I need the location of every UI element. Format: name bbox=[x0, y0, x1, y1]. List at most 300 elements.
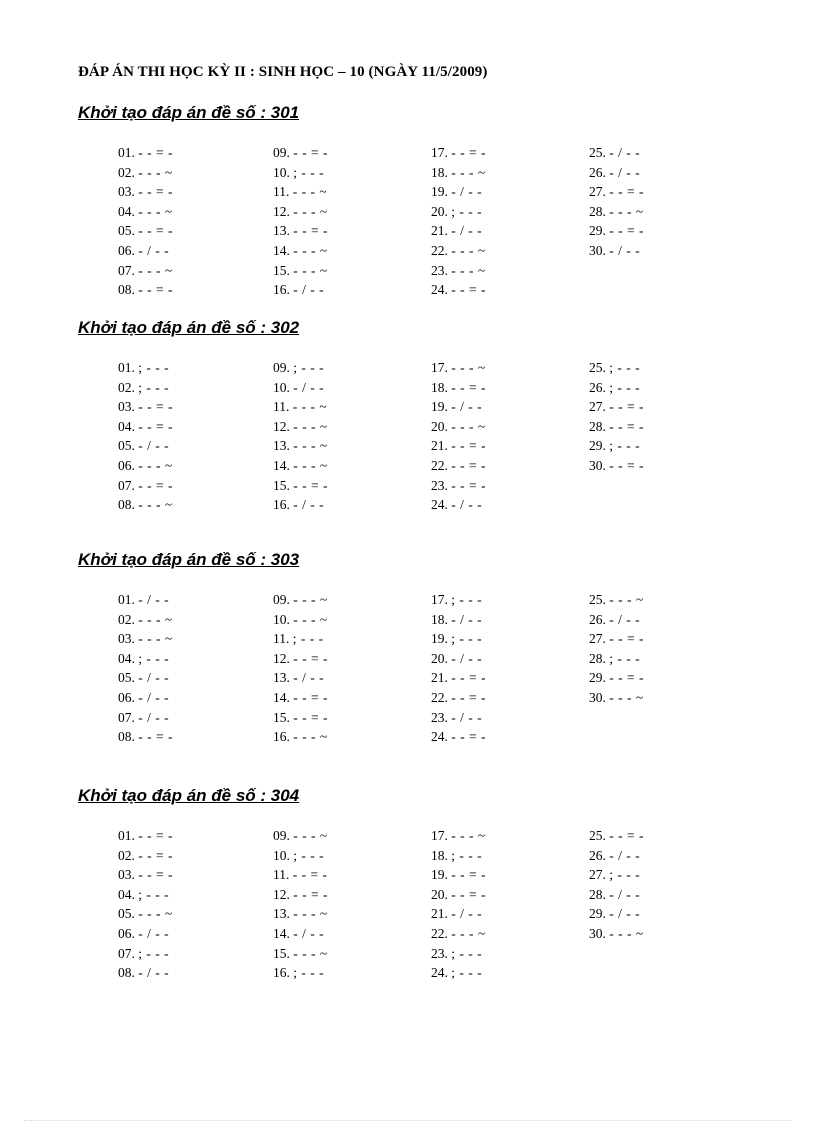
answer-row bbox=[273, 456, 423, 476]
question-number: 20. bbox=[431, 886, 448, 902]
question-number: 20. bbox=[431, 650, 448, 666]
question-number: 03. bbox=[118, 867, 135, 883]
question-number: 24. bbox=[431, 497, 448, 513]
answer-marks: - - = - bbox=[293, 689, 328, 705]
question-number: 02. bbox=[118, 164, 135, 180]
question-number: 19. bbox=[431, 631, 448, 647]
answer-marks: - - - ~ bbox=[138, 497, 173, 513]
answer-row bbox=[273, 378, 423, 398]
question-number: 17. bbox=[431, 145, 448, 160]
question-number: 16. bbox=[273, 729, 290, 745]
answer-marks: - - - ~ bbox=[451, 242, 486, 258]
question-number: 25. bbox=[589, 360, 606, 375]
answer-marks: - / - - bbox=[293, 670, 325, 686]
answer-row bbox=[589, 397, 739, 417]
question-number: 22. bbox=[431, 689, 448, 705]
answer-row bbox=[273, 590, 423, 610]
answer-row bbox=[431, 261, 581, 281]
answer-marks: - - = - bbox=[609, 631, 644, 647]
question-number: 28. bbox=[589, 650, 606, 666]
answer-row bbox=[589, 456, 739, 476]
answer-column bbox=[118, 358, 268, 515]
answer-marks: - - = - bbox=[293, 477, 328, 493]
answer-marks: ; - - - bbox=[138, 379, 170, 395]
answer-row bbox=[273, 668, 423, 688]
question-number: 30. bbox=[589, 457, 606, 473]
question-number: 09. bbox=[273, 592, 290, 607]
answer-marks: - - = - bbox=[293, 650, 328, 666]
answer-marks: - / - - bbox=[451, 650, 483, 666]
answer-marks: - - = - bbox=[451, 886, 486, 902]
answer-marks: - / - - bbox=[138, 709, 170, 725]
question-number: 14. bbox=[273, 689, 290, 705]
question-number: 08. bbox=[118, 497, 135, 513]
question-number: 05. bbox=[118, 223, 135, 239]
question-number: 06. bbox=[118, 689, 135, 705]
answer-marks: - / - - bbox=[293, 925, 325, 941]
answer-marks: ; - - - bbox=[138, 886, 170, 902]
answer-row bbox=[118, 143, 268, 163]
answer-row bbox=[273, 202, 423, 222]
answer-row bbox=[431, 397, 581, 417]
answer-marks: - / - - bbox=[138, 670, 170, 686]
answer-row bbox=[431, 143, 581, 163]
answer-row bbox=[118, 241, 268, 261]
question-number: 23. bbox=[431, 709, 448, 725]
question-number: 10. bbox=[273, 164, 290, 180]
answer-marks: - - - ~ bbox=[293, 242, 328, 258]
section-heading: Khởi tạo đáp án đề số : 301 bbox=[78, 103, 300, 122]
question-number: 10. bbox=[273, 847, 290, 863]
question-number: 27. bbox=[589, 867, 606, 883]
answer-marks: - - = - bbox=[138, 399, 173, 415]
answer-marks: - / - - bbox=[451, 223, 483, 239]
question-number: 03. bbox=[118, 631, 135, 647]
answer-row bbox=[589, 885, 739, 905]
answer-row bbox=[273, 417, 423, 437]
answer-marks: - / - - bbox=[293, 282, 325, 298]
answer-marks: - / - - bbox=[138, 592, 170, 607]
answer-marks: - - - ~ bbox=[609, 203, 644, 219]
answer-marks: - / - - bbox=[451, 399, 483, 415]
question-number: 13. bbox=[273, 670, 290, 686]
question-number: 11. bbox=[273, 631, 290, 647]
answer-marks: - - - ~ bbox=[293, 418, 328, 434]
question-number: 19. bbox=[431, 399, 448, 415]
question-number: 19. bbox=[431, 867, 448, 883]
answer-row bbox=[589, 865, 739, 885]
answer-row bbox=[118, 436, 268, 456]
answer-marks: - - - ~ bbox=[293, 906, 328, 922]
answer-marks: ; - - - bbox=[451, 631, 483, 647]
question-number: 21. bbox=[431, 670, 448, 686]
question-number: 12. bbox=[273, 650, 290, 666]
question-number: 05. bbox=[118, 438, 135, 454]
answer-row bbox=[273, 865, 423, 885]
answer-row bbox=[431, 163, 581, 183]
answer-row bbox=[118, 963, 268, 983]
question-number: 06. bbox=[118, 925, 135, 941]
answer-marks: - - = - bbox=[138, 828, 173, 843]
answer-marks: - / - - bbox=[451, 906, 483, 922]
answer-marks: - - = - bbox=[451, 282, 486, 298]
question-number: 08. bbox=[118, 282, 135, 298]
answer-row bbox=[589, 163, 739, 183]
answer-marks: - - = - bbox=[138, 282, 173, 298]
question-number: 13. bbox=[273, 906, 290, 922]
answer-row bbox=[431, 708, 581, 728]
question-number: 28. bbox=[589, 418, 606, 434]
answer-grid bbox=[0, 358, 816, 518]
answer-row bbox=[431, 649, 581, 669]
question-number: 06. bbox=[118, 457, 135, 473]
answer-column bbox=[273, 590, 423, 747]
answer-row bbox=[118, 610, 268, 630]
answer-row bbox=[118, 904, 268, 924]
question-number: 18. bbox=[431, 164, 448, 180]
question-number: 07. bbox=[118, 945, 135, 961]
question-number: 21. bbox=[431, 438, 448, 454]
answer-row bbox=[118, 668, 268, 688]
question-number: 07. bbox=[118, 709, 135, 725]
question-number: 21. bbox=[431, 223, 448, 239]
answer-marks: - - = - bbox=[292, 867, 328, 883]
answer-row bbox=[589, 378, 739, 398]
answer-marks: ; - - - bbox=[609, 438, 641, 454]
answer-marks: - - = - bbox=[609, 184, 644, 200]
answer-row bbox=[273, 182, 423, 202]
answer-column bbox=[273, 826, 423, 983]
answer-marks: - - - ~ bbox=[292, 399, 328, 415]
answer-row bbox=[589, 182, 739, 202]
answer-grid bbox=[0, 826, 816, 986]
answer-marks: ; - - - bbox=[292, 631, 324, 647]
question-number: 25. bbox=[589, 145, 606, 160]
answer-marks: - - - ~ bbox=[138, 457, 173, 473]
answer-row bbox=[118, 417, 268, 437]
answer-marks: ; - - - bbox=[293, 965, 325, 981]
question-number: 13. bbox=[273, 223, 290, 239]
answer-marks: - - = - bbox=[609, 418, 644, 434]
question-number: 22. bbox=[431, 242, 448, 258]
answer-marks: - - - ~ bbox=[138, 203, 173, 219]
question-number: 15. bbox=[273, 945, 290, 961]
section-heading: Khởi tạo đáp án đề số : 302 bbox=[78, 318, 300, 337]
question-number: 04. bbox=[118, 886, 135, 902]
answer-row bbox=[431, 846, 581, 866]
answer-marks: - - = - bbox=[138, 867, 173, 883]
answer-row bbox=[431, 885, 581, 905]
answer-marks: - - - ~ bbox=[138, 262, 173, 278]
answer-marks: ; - - - bbox=[293, 847, 325, 863]
answer-marks: - - = - bbox=[451, 477, 486, 493]
answer-column bbox=[118, 826, 268, 983]
answer-marks: - - = - bbox=[451, 670, 486, 686]
answer-column bbox=[431, 143, 581, 300]
answer-row bbox=[273, 924, 423, 944]
answer-marks: - - - ~ bbox=[293, 262, 328, 278]
question-number: 09. bbox=[273, 145, 290, 160]
answer-row bbox=[273, 963, 423, 983]
answer-marks: ; - - - bbox=[609, 867, 641, 883]
answer-marks: ; - - - bbox=[138, 650, 170, 666]
question-number: 17. bbox=[431, 360, 448, 375]
answer-marks: ; - - - bbox=[451, 203, 483, 219]
answer-marks: - - - ~ bbox=[292, 184, 328, 200]
answer-column bbox=[431, 826, 581, 983]
answer-marks: - - = - bbox=[293, 223, 328, 239]
answer-marks: - - - ~ bbox=[451, 164, 486, 180]
question-number: 02. bbox=[118, 611, 135, 627]
question-number: 30. bbox=[589, 242, 606, 258]
answer-row bbox=[118, 708, 268, 728]
answer-marks: - - - ~ bbox=[138, 164, 173, 180]
answer-marks: - - = - bbox=[609, 670, 644, 686]
question-number: 02. bbox=[118, 847, 135, 863]
question-number: 13. bbox=[273, 438, 290, 454]
question-number: 24. bbox=[431, 965, 448, 981]
answer-row bbox=[118, 688, 268, 708]
question-number: 20. bbox=[431, 203, 448, 219]
question-number: 15. bbox=[273, 709, 290, 725]
answer-marks: ; - - - bbox=[451, 847, 483, 863]
answer-marks: - / - - bbox=[609, 611, 641, 627]
question-number: 22. bbox=[431, 457, 448, 473]
answer-column bbox=[273, 143, 423, 300]
answer-marks: - - = - bbox=[451, 867, 486, 883]
answer-row bbox=[431, 202, 581, 222]
question-number: 20. bbox=[431, 418, 448, 434]
answer-column bbox=[273, 358, 423, 515]
answer-row bbox=[118, 727, 268, 747]
answer-grid bbox=[0, 590, 816, 750]
answer-column bbox=[118, 590, 268, 747]
answer-marks: - / - - bbox=[138, 965, 170, 981]
answer-row bbox=[118, 358, 268, 378]
answer-row bbox=[431, 727, 581, 747]
question-number: 29. bbox=[589, 670, 606, 686]
answer-row bbox=[589, 241, 739, 261]
answer-marks: - - = - bbox=[138, 477, 173, 493]
answer-marks: - / - - bbox=[138, 925, 170, 941]
question-number: 22. bbox=[431, 925, 448, 941]
answer-row bbox=[118, 924, 268, 944]
answer-marks: ; - - - bbox=[293, 164, 325, 180]
answer-row bbox=[431, 495, 581, 515]
question-number: 24. bbox=[431, 282, 448, 298]
answer-marks: - - = - bbox=[138, 223, 173, 239]
answer-row bbox=[273, 944, 423, 964]
answer-marks: - / - - bbox=[609, 242, 641, 258]
answer-row bbox=[118, 476, 268, 496]
question-number: 29. bbox=[589, 438, 606, 454]
answer-marks: - / - - bbox=[138, 438, 170, 454]
answer-row bbox=[273, 904, 423, 924]
question-number: 14. bbox=[273, 925, 290, 941]
answer-marks: - - = - bbox=[609, 399, 644, 415]
answer-marks: - - - ~ bbox=[293, 729, 328, 745]
answer-marks: - / - - bbox=[609, 164, 641, 180]
answer-row bbox=[589, 688, 739, 708]
answer-marks: - - - ~ bbox=[609, 592, 644, 607]
answer-marks: - - = - bbox=[451, 729, 486, 745]
answer-row bbox=[118, 495, 268, 515]
question-number: 01. bbox=[118, 828, 135, 843]
answer-row bbox=[273, 280, 423, 300]
answer-marks: ; - - - bbox=[138, 945, 170, 961]
question-number: 30. bbox=[589, 925, 606, 941]
question-number: 26. bbox=[589, 611, 606, 627]
answer-row bbox=[273, 143, 423, 163]
answer-marks: - - - ~ bbox=[451, 418, 486, 434]
answer-row bbox=[431, 668, 581, 688]
answer-marks: - - = - bbox=[609, 457, 644, 473]
answer-marks: - - - ~ bbox=[293, 945, 328, 961]
question-number: 28. bbox=[589, 886, 606, 902]
answer-row bbox=[589, 590, 739, 610]
answer-marks: ; - - - bbox=[451, 945, 483, 961]
answer-row bbox=[589, 417, 739, 437]
question-number: 23. bbox=[431, 262, 448, 278]
answer-marks: - - - ~ bbox=[293, 203, 328, 219]
answer-marks: - - = - bbox=[451, 145, 486, 160]
answer-marks: - - - ~ bbox=[293, 611, 328, 627]
question-number: 01. bbox=[118, 592, 135, 607]
question-number: 01. bbox=[118, 360, 135, 375]
question-number: 24. bbox=[431, 729, 448, 745]
question-number: 08. bbox=[118, 729, 135, 745]
section-heading: Khởi tạo đáp án đề số : 303 bbox=[78, 550, 300, 569]
answer-row bbox=[589, 143, 739, 163]
answer-row bbox=[431, 826, 581, 846]
answer-marks: - - = - bbox=[451, 379, 486, 395]
answer-marks: ; - - - bbox=[609, 650, 641, 666]
answer-marks: - / - - bbox=[293, 379, 325, 395]
question-number: 17. bbox=[431, 592, 448, 607]
answer-row bbox=[273, 826, 423, 846]
answer-row bbox=[273, 163, 423, 183]
answer-row bbox=[431, 417, 581, 437]
question-number: 29. bbox=[589, 906, 606, 922]
answer-marks: - - = - bbox=[138, 145, 173, 160]
answer-row bbox=[273, 649, 423, 669]
answer-marks: - / - - bbox=[451, 184, 483, 200]
answer-column bbox=[118, 143, 268, 300]
question-number: 26. bbox=[589, 847, 606, 863]
question-number: 11. bbox=[273, 184, 290, 200]
answer-row bbox=[431, 865, 581, 885]
answer-marks: ; - - - bbox=[609, 379, 641, 395]
answer-row bbox=[118, 261, 268, 281]
answer-marks: - - = - bbox=[451, 438, 486, 454]
question-number: 27. bbox=[589, 184, 606, 200]
answer-row bbox=[431, 476, 581, 496]
question-number: 04. bbox=[118, 650, 135, 666]
answer-marks: - / - - bbox=[609, 847, 641, 863]
answer-row bbox=[118, 649, 268, 669]
question-number: 08. bbox=[118, 965, 135, 981]
answer-marks: - - - ~ bbox=[451, 828, 486, 843]
answer-marks: - - = - bbox=[293, 145, 328, 160]
answer-row bbox=[589, 826, 739, 846]
answer-row bbox=[431, 456, 581, 476]
question-number: 26. bbox=[589, 164, 606, 180]
question-number: 18. bbox=[431, 847, 448, 863]
answer-row bbox=[589, 221, 739, 241]
answer-row bbox=[273, 476, 423, 496]
answer-marks: - - = - bbox=[293, 709, 328, 725]
answer-row bbox=[431, 924, 581, 944]
answer-row bbox=[273, 221, 423, 241]
question-number: 21. bbox=[431, 906, 448, 922]
answer-marks: - - = - bbox=[138, 418, 173, 434]
answer-marks: - - - ~ bbox=[451, 262, 486, 278]
answer-column bbox=[589, 590, 739, 708]
answer-marks: - - = - bbox=[451, 689, 486, 705]
answer-row bbox=[273, 688, 423, 708]
answer-row bbox=[118, 629, 268, 649]
answer-marks: - / - - bbox=[293, 497, 325, 513]
answer-row bbox=[118, 397, 268, 417]
answer-row bbox=[431, 358, 581, 378]
question-number: 07. bbox=[118, 477, 135, 493]
answer-marks: - - = - bbox=[609, 223, 644, 239]
answer-row bbox=[589, 436, 739, 456]
question-number: 03. bbox=[118, 184, 135, 200]
answer-column bbox=[589, 826, 739, 944]
answer-marks: - - = - bbox=[138, 729, 173, 745]
answer-row bbox=[431, 182, 581, 202]
answer-marks: - / - - bbox=[138, 689, 170, 705]
question-number: 12. bbox=[273, 886, 290, 902]
question-number: 03. bbox=[118, 399, 135, 415]
answer-row bbox=[118, 280, 268, 300]
answer-row bbox=[589, 904, 739, 924]
question-number: 04. bbox=[118, 203, 135, 219]
question-number: 09. bbox=[273, 828, 290, 843]
answer-row bbox=[431, 688, 581, 708]
answer-marks: - - - ~ bbox=[138, 611, 173, 627]
answer-row bbox=[118, 202, 268, 222]
answer-row bbox=[273, 241, 423, 261]
question-number: 17. bbox=[431, 828, 448, 843]
answer-row bbox=[589, 629, 739, 649]
answer-row bbox=[431, 436, 581, 456]
answer-marks: - - - ~ bbox=[138, 631, 173, 647]
answer-marks: - / - - bbox=[451, 611, 483, 627]
question-number: 26. bbox=[589, 379, 606, 395]
answer-grid bbox=[0, 143, 816, 303]
answer-marks: - - = - bbox=[293, 886, 328, 902]
question-number: 15. bbox=[273, 477, 290, 493]
question-number: 12. bbox=[273, 203, 290, 219]
answer-row bbox=[431, 241, 581, 261]
answer-row bbox=[273, 358, 423, 378]
answer-row bbox=[118, 865, 268, 885]
question-number: 29. bbox=[589, 223, 606, 239]
answer-marks: - / - - bbox=[451, 497, 483, 513]
answer-marks: - - - ~ bbox=[609, 925, 644, 941]
answer-row bbox=[118, 846, 268, 866]
answer-row bbox=[273, 261, 423, 281]
question-number: 16. bbox=[273, 965, 290, 981]
question-number: 04. bbox=[118, 418, 135, 434]
answer-row bbox=[431, 610, 581, 630]
answer-row bbox=[589, 610, 739, 630]
answer-column bbox=[589, 358, 739, 476]
answer-row bbox=[431, 280, 581, 300]
answer-marks: - / - - bbox=[609, 886, 641, 902]
